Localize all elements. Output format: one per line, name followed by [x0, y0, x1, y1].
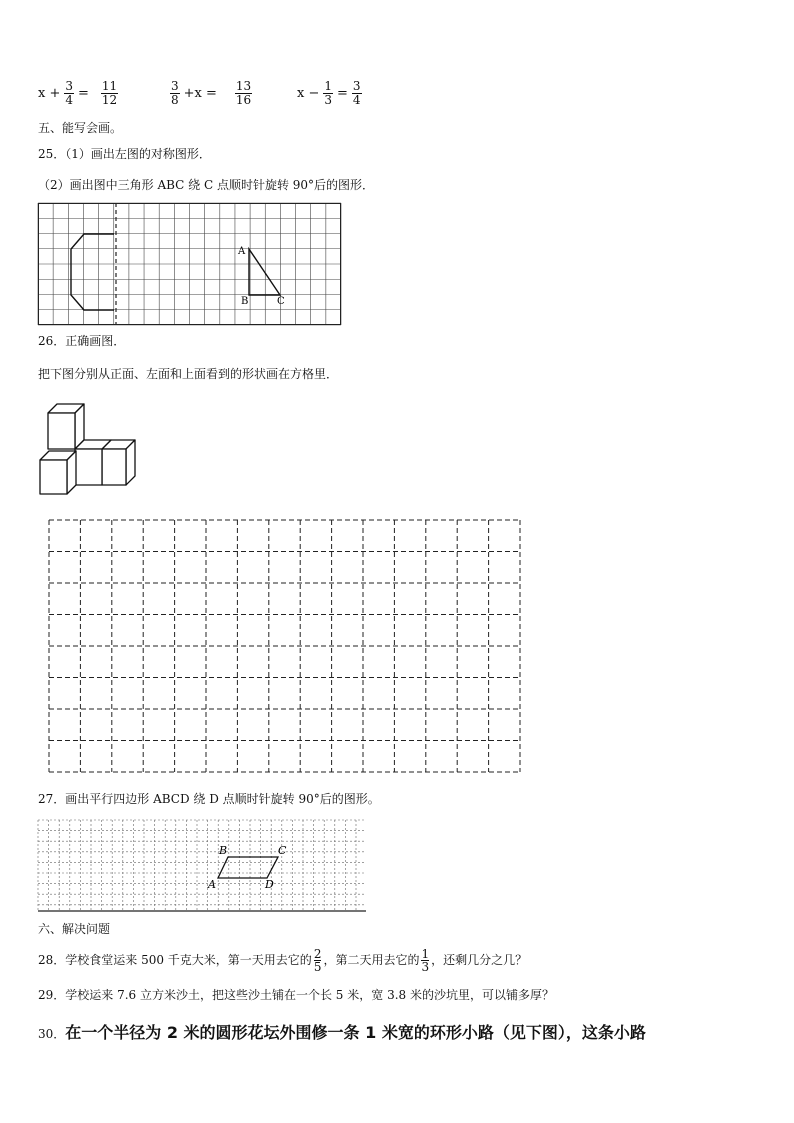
q28-mid: ，第二天用去它的 — [323, 953, 420, 967]
q30-body: 在一个半径为 2 米的圆形花坛外围修一条 1 米宽的环形小路（见下图），这条小路 — [65, 1023, 646, 1042]
label-a-27: A — [208, 878, 216, 891]
label-c-25: C — [277, 296, 285, 307]
equation-1-op: = — [78, 86, 89, 101]
label-b-25: B — [241, 296, 249, 307]
q26-answer-grid — [48, 519, 521, 773]
q28-post: ，还剩几分之几？ — [431, 953, 528, 967]
q25-line1: 25．（1）画出左图的对称图形． — [38, 147, 211, 161]
q25-line2: （2）画出图中三角形 ABC 绕 C 点顺时针旋转 90°后的图形． — [38, 178, 375, 192]
label-a-25: A — [238, 246, 246, 257]
equation-2 — [170, 80, 252, 107]
q26-line1: 26．正确画图． — [38, 334, 126, 348]
equation-1-fraction: $\frac{3}{4}$ — [65, 79, 73, 107]
triangle-abc — [249, 249, 280, 295]
equation-1-lhs: x + — [38, 86, 61, 101]
q26-line2: 把下图分别从正面、左面和上面看到的形状画在方格里． — [38, 367, 339, 381]
equation-2-op: +x = — [183, 86, 217, 101]
q30-number: 30． — [38, 1027, 66, 1041]
cubes-figure — [38, 404, 138, 496]
label-b-27: B — [219, 844, 228, 857]
section-6-title: 六、解决问题 — [38, 922, 111, 936]
q30-text — [38, 1022, 646, 1044]
q27-grid-figure — [38, 820, 366, 912]
left-shape — [71, 234, 114, 310]
label-c-27: C — [278, 844, 287, 857]
equation-3-result: $\frac{3}{4}$ — [352, 79, 361, 107]
q28-pre: 28．学校食堂运来 500 千克大米，第一天用去它的 — [38, 953, 312, 967]
section-5-title: 五、能写会画。 — [38, 121, 123, 135]
q25-grid-figure — [38, 203, 341, 325]
q28-text — [38, 946, 527, 974]
q28-fraction-2: $\frac{1}{3}$ — [421, 946, 430, 974]
equation-3-op: = — [337, 86, 348, 101]
equation-1-result: $\frac{11}{12}$ — [101, 79, 118, 107]
label-d-27: D — [265, 878, 274, 891]
q27-line1: 27．画出平行四边形 ABCD 绕 D 点顺时针旋转 90°后的图形。 — [38, 792, 380, 806]
q28-fraction-1: $\frac{2}{5}$ — [313, 946, 322, 974]
equation-2-fraction: $\frac{3}{8}$ — [171, 79, 179, 107]
equation-1 — [38, 80, 118, 107]
equation-2-result: $\frac{13}{16}$ — [235, 79, 252, 107]
equation-3-lhs: x − — [297, 86, 320, 101]
equation-3 — [297, 80, 362, 107]
equation-3-fraction: $\frac{1}{3}$ — [324, 79, 332, 107]
parallelogram-abcd — [218, 857, 278, 878]
q29-text: 29．学校运来 7.6 立方米沙土，把这些沙土铺在一个长 5 米，宽 3.8 米的沙坑里，可以铺多厚？ — [38, 988, 554, 1002]
